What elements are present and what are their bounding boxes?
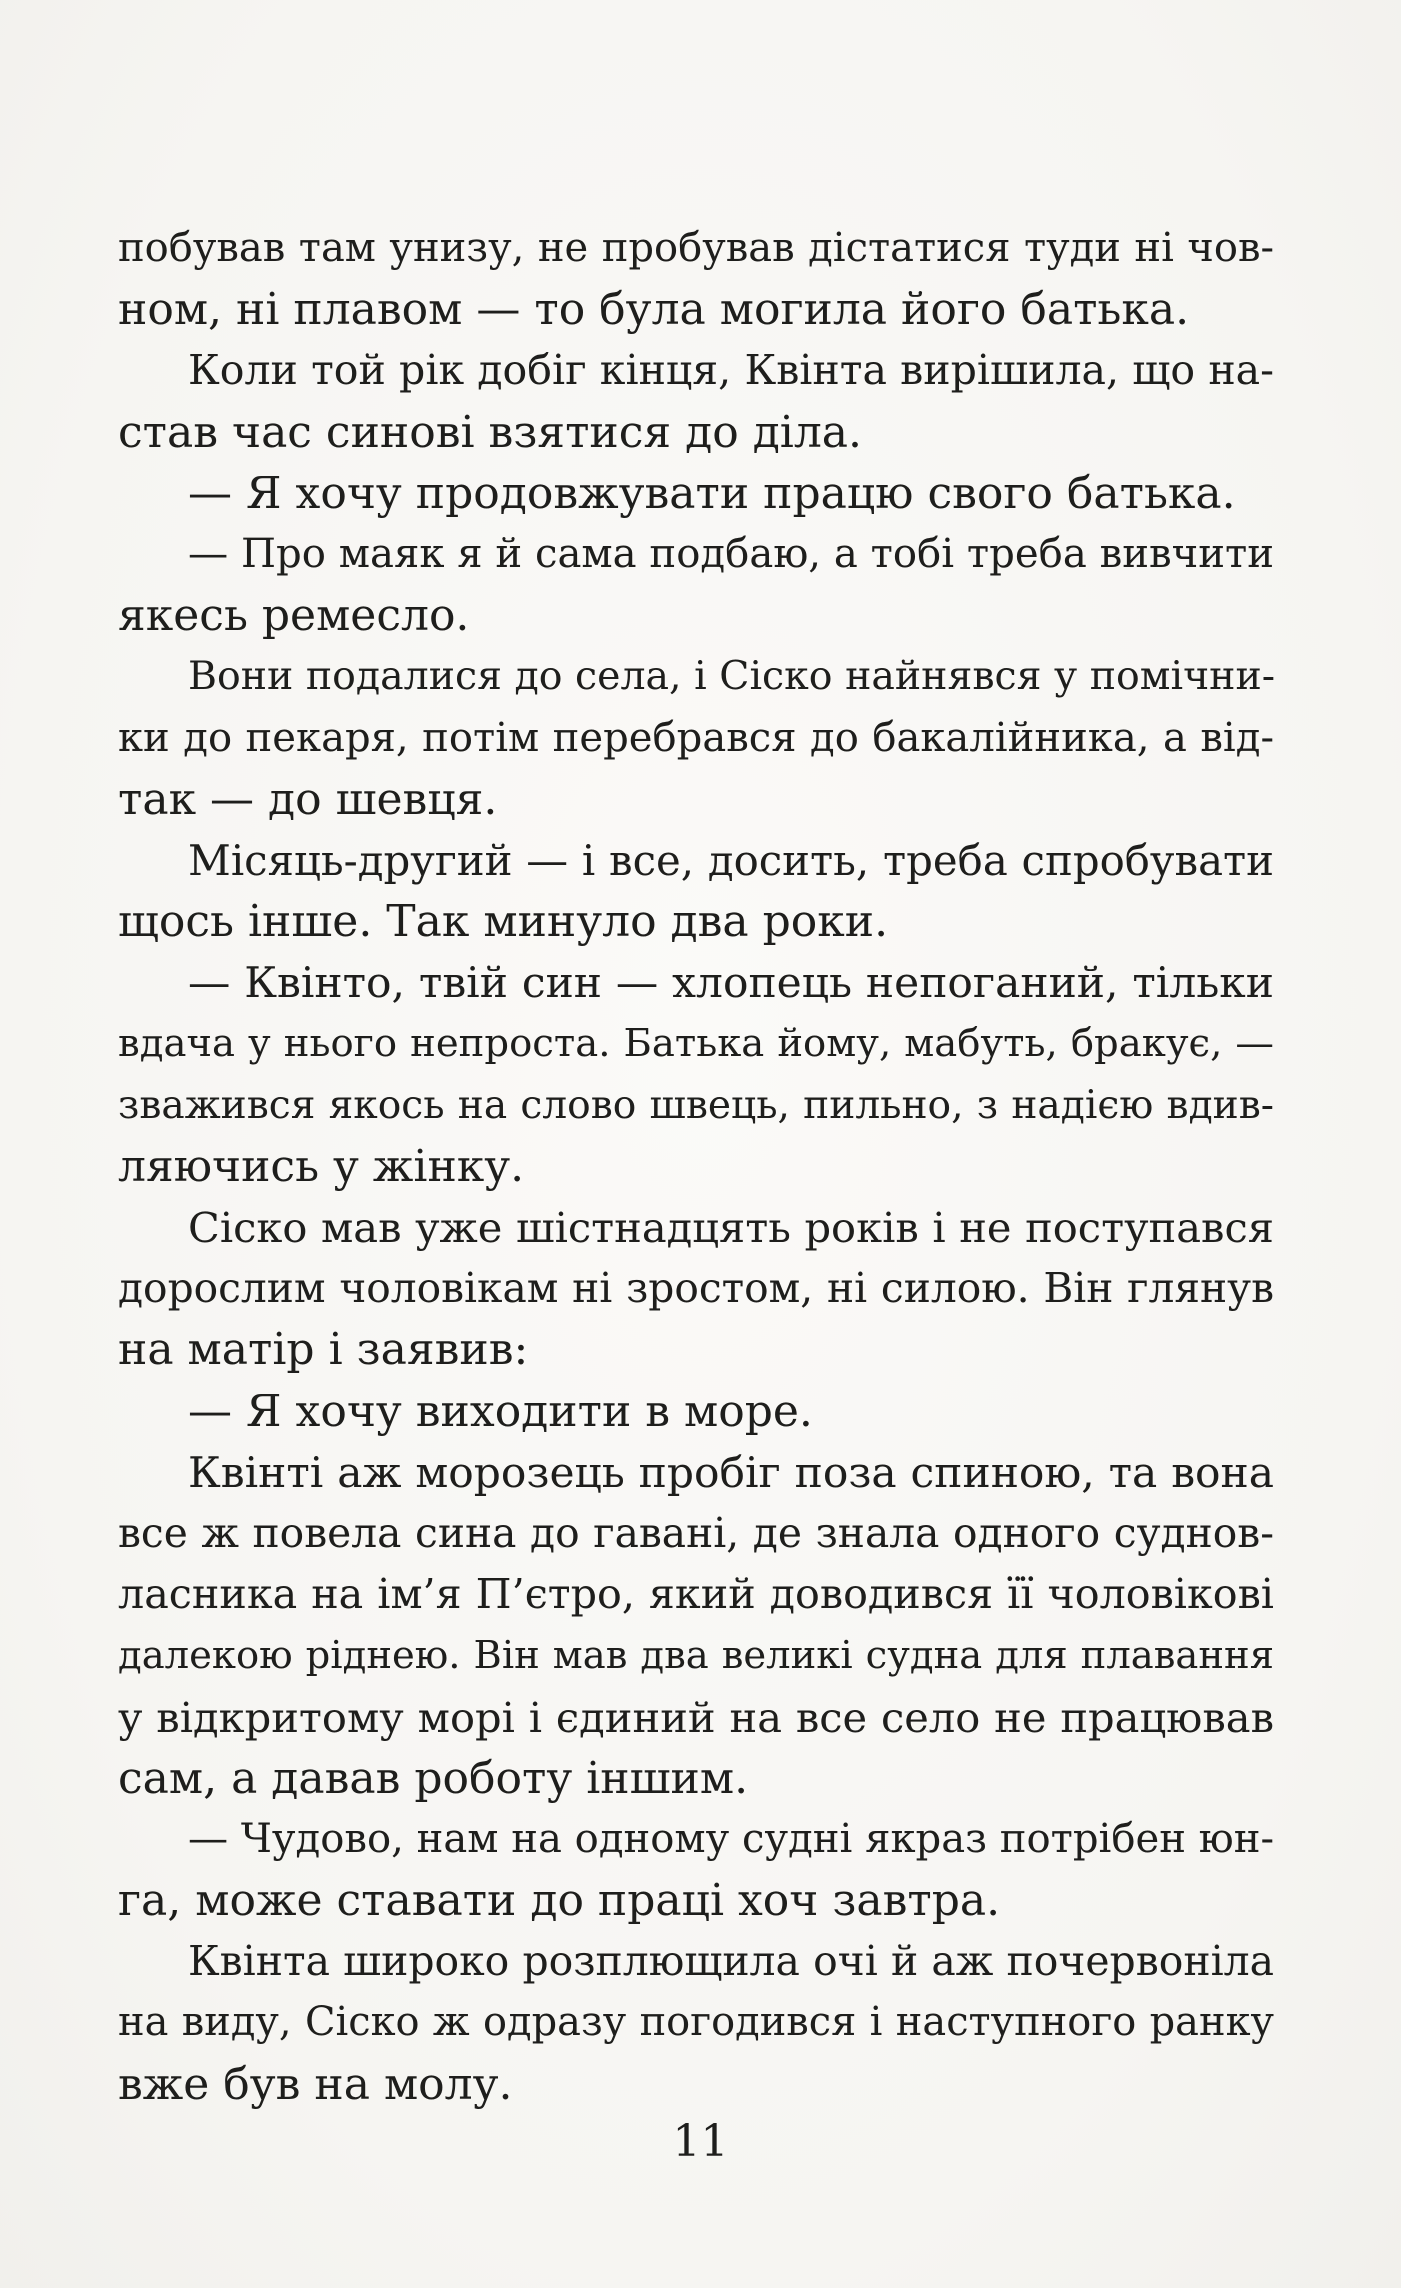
text-line: ном, ні плавом — то була могила його батька.: [118, 284, 1190, 336]
text-line: Коли той рік добіг кінця, Квінта вирішила, що на-: [188, 346, 1274, 395]
text-line: Сіско мав уже шістнадцять років і не поступався: [188, 1203, 1274, 1252]
text-line: ки до пекаря, потім перебрався до бакалійника, а від-: [118, 714, 1274, 761]
text-line: далекою ріднею. Він мав два великі судна для плавання: [118, 1633, 1274, 1679]
text-line: вже був на молу.: [118, 2058, 513, 2110]
text-line: Вони подалися до села, і Сіско найнявся у помічни-: [188, 653, 1276, 700]
text-line: щось інше. Так минуло два роки.: [118, 896, 889, 948]
text-line: — Я хочу виходити в море.: [188, 1385, 813, 1437]
text-line: сам, а давав роботу іншим.: [118, 1752, 749, 1804]
text-line: все ж повела сина до гавані, де знала одного суднов-: [118, 1508, 1274, 1557]
text-line: так — до шевця.: [118, 773, 498, 825]
page-number: 11: [672, 2116, 729, 2167]
text-line: — Чудово, нам на одному судні якраз потрібен юн-: [188, 1815, 1275, 1862]
text-line: — Про маяк я й сама подбаю, а тобі треба вивчити: [188, 530, 1274, 577]
text-line: став час синові взятися до діла.: [118, 406, 863, 458]
text-line: у відкритому морі і єдиний на все село не працював: [118, 1692, 1274, 1742]
text-line: ласника на ім’я П’єтро, який доводився її чоловікові: [118, 1570, 1274, 1619]
text-line: зважився якось на слово швець, пильно, з надією вдив-: [118, 1082, 1274, 1128]
text-line: — Квінто, твій син — хлопець непоганий, тільки: [188, 958, 1274, 1008]
text-line: якесь ремесло.: [118, 590, 470, 642]
text-line: дорослим чоловікам ні зростом, ні силою. Він глянув: [118, 1264, 1274, 1313]
text-line: ляючись у жінку.: [118, 1140, 525, 1192]
text-line: вдача у нього непроста. Батька йому, мабуть, бракує, —: [118, 1021, 1274, 1067]
text-line: на матір і заявив:: [118, 1324, 529, 1376]
text-line: — Я хочу продовжувати працю свого батька.: [188, 467, 1236, 519]
text-line: побував там унизу, не пробував дістатися туди ні чов-: [118, 225, 1274, 271]
text-line: Квінті аж морозець пробіг поза спиною, та вона: [188, 1447, 1274, 1497]
text-line: Квінта широко розплющила очі й аж почервоніла: [188, 1937, 1274, 1986]
text-line: га, може ставати до праці хоч завтра.: [118, 1875, 1001, 1927]
body-text: [118, 218, 1274, 2115]
text-line: на виду, Сіско ж одразу погодився і наступного ранку: [118, 1999, 1274, 2046]
text-line: Місяць-другий — і все, досить, треба спробувати: [188, 835, 1274, 885]
